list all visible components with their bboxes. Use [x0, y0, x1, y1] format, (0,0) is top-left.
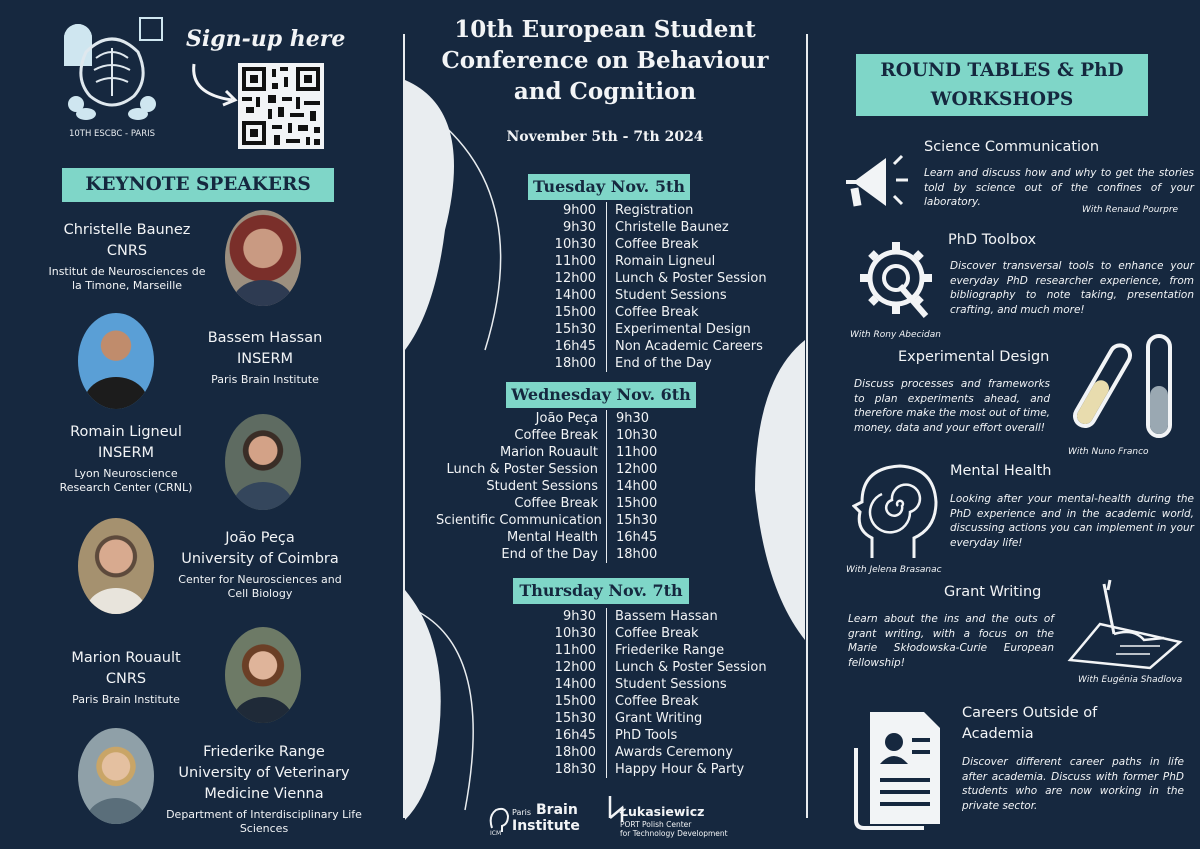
pbi-mark: ICM: [490, 830, 502, 837]
speaker-org: University of Coimbra: [181, 551, 339, 567]
speaker-affiliation: Sciences: [239, 822, 289, 835]
schedule-time: 10h30: [546, 625, 607, 642]
schedule-event: Lunch & Poster Session: [615, 660, 767, 675]
schedule-time: 18h00: [616, 547, 658, 562]
speaker-photo-hassan: [78, 313, 154, 409]
schedule-day3: [546, 608, 767, 778]
schedule-row: [546, 355, 767, 372]
schedule-row: [436, 461, 667, 478]
schedule-time: 9h30: [546, 608, 607, 625]
megaphone-icon: [838, 140, 918, 220]
workshop-host: With Jelena Brasanac: [846, 565, 942, 575]
schedule-time: 15h30: [546, 710, 607, 727]
avatar-icon: [225, 627, 301, 723]
schedule-event: Coffee Break: [615, 694, 699, 709]
schedule-event: Lunch & Poster Session: [615, 271, 767, 286]
avatar-icon: [225, 210, 301, 306]
speaker-photo-peca: [78, 518, 154, 614]
schedule-time: 16h45: [546, 727, 607, 744]
schedule-time: 15h00: [616, 496, 658, 511]
conference-dates: November 5th - 7th 2024: [506, 129, 704, 145]
speaker-name: Bassem Hassan: [207, 330, 323, 346]
schedule-event: Coffee Break: [436, 427, 607, 444]
lukasiewicz-logo: [606, 794, 766, 842]
workshop-host: With Nuno Franco: [1068, 447, 1149, 457]
speaker-name: Romain Ligneul: [70, 424, 182, 440]
schedule-event: Awards Ceremony: [615, 745, 733, 760]
day-label-thursday: Thursday Nov. 7th: [513, 578, 689, 604]
workshop-title-line: Careers Outside of: [962, 705, 1098, 721]
workshop-description: Discover different career paths in life after academia. Discuss with former PhD students who are now working in the private sector.: [962, 756, 1184, 812]
speaker-org: CNRS: [106, 243, 148, 259]
schedule-time: 11h00: [546, 642, 607, 659]
qr-code-icon: [238, 63, 324, 149]
resume-document-icon: [848, 700, 948, 830]
schedule-row: [436, 495, 667, 512]
pbi-small: Paris: [512, 808, 532, 817]
schedule-event: PhD Tools: [615, 728, 678, 743]
avatar-icon: [78, 728, 154, 824]
schedule-event: End of the Day: [615, 356, 712, 371]
workshops-title-line: WORKSHOPS: [930, 89, 1074, 110]
schedule-time: 10h30: [546, 236, 607, 253]
conference-title-line: and Cognition: [513, 78, 697, 105]
arrow-icon: [186, 58, 246, 108]
workshop-title: Grant Writing: [944, 584, 1042, 600]
schedule-row: [546, 693, 767, 710]
workshops-title-line: ROUND TABLES & PhD: [880, 60, 1124, 81]
speaker-affiliation: Paris Brain Institute: [72, 693, 180, 706]
schedule-time: 11h00: [616, 445, 658, 460]
workshop-description: Discover transversal tools to enhance your everyday PhD researcher experience, from bibliography to note taking, presentation crafting, and much more!: [950, 260, 1194, 316]
speaker-affiliation: Lyon Neuroscience: [74, 467, 178, 480]
speaker-hassan: [190, 328, 340, 387]
schedule-time: 11h00: [546, 253, 607, 270]
schedule-event: Happy Hour & Party: [615, 762, 745, 777]
speaker-org: University of Veterinary: [178, 765, 350, 781]
column-divider-right: [806, 34, 808, 818]
workshop-description: Discuss processes and frameworks to plan experiments ahead, and therefore make the most out of time, money, data and your effort overall!: [854, 378, 1050, 434]
schedule-row: [436, 410, 667, 427]
schedule-row: [436, 427, 667, 444]
lukasiewicz-sub2: for Technology Development: [620, 829, 728, 838]
speaker-photo-ligneul: [225, 414, 301, 510]
workshop-title: [962, 703, 1097, 745]
schedule-event: João Peça: [436, 410, 607, 427]
keynote-title: KEYNOTE SPEAKERS: [62, 168, 334, 202]
schedule-time: 12h00: [546, 270, 607, 287]
schedule-row: [546, 608, 767, 625]
conference-logo: [56, 12, 168, 142]
day-label-wednesday: Wednesday Nov. 6th: [506, 382, 696, 408]
workshop-title: PhD Toolbox: [948, 232, 1037, 248]
schedule-row: [546, 676, 767, 693]
speaker-ligneul: [46, 422, 206, 495]
schedule-row: [436, 546, 667, 563]
speaker-org: Medicine Vienna: [204, 786, 324, 802]
schedule-time: 9h30: [546, 219, 607, 236]
speaker-affiliation: Center for Neurosciences and: [178, 573, 342, 586]
schedule-event: Romain Ligneul: [615, 254, 716, 269]
schedule-event: Coffee Break: [615, 626, 699, 641]
workshop-host: With Rony Abecidan: [850, 330, 941, 340]
avatar-icon: [225, 414, 301, 510]
schedule-event: Grant Writing: [615, 711, 703, 726]
test-tube-icon: [1060, 330, 1190, 450]
schedule-time: 14h00: [546, 676, 607, 693]
schedule-time: 12h00: [546, 659, 607, 676]
schedule-event: Scientific Communication: [436, 512, 607, 529]
schedule-time: 14h00: [546, 287, 607, 304]
schedule-event: Coffee Break: [436, 495, 607, 512]
workshops-title: [856, 54, 1148, 116]
schedule-day1: [546, 202, 767, 372]
schedule-event: Student Sessions: [436, 478, 607, 495]
schedule-time: 18h00: [546, 744, 607, 761]
schedule-event: Student Sessions: [615, 677, 727, 692]
schedule-time: 15h30: [546, 321, 607, 338]
logo-caption: 10TH ESCBC - PARIS: [68, 129, 156, 139]
schedule-time: 18h30: [546, 761, 607, 778]
speaker-photo-rouault: [225, 627, 301, 723]
schedule-time: 14h00: [616, 479, 658, 494]
schedule-row: [546, 202, 767, 219]
speaker-baunez: [42, 220, 212, 293]
schedule-day2: [436, 410, 667, 563]
schedule-event: Student Sessions: [615, 288, 727, 303]
schedule-time: 16h45: [546, 338, 607, 355]
schedule-row: [546, 744, 767, 761]
schedule-row: [546, 287, 767, 304]
schedule-row: [546, 304, 767, 321]
workshop-title: Science Communication: [924, 139, 1100, 155]
conference-title-line: Conference on Behaviour: [441, 47, 769, 74]
schedule-row: [436, 444, 667, 461]
signup-label: Sign-up here: [186, 26, 346, 52]
day-label-tuesday: Tuesday Nov. 5th: [528, 174, 690, 200]
speaker-photo-range: [78, 728, 154, 824]
lukasiewicz-sub1: PORT Polish Center: [620, 820, 692, 829]
avatar-icon: [78, 518, 154, 614]
schedule-row: [546, 321, 767, 338]
schedule-row: [436, 478, 667, 495]
speaker-name: Marion Rouault: [71, 650, 181, 666]
schedule-row: [546, 710, 767, 727]
speaker-name: João Peça: [225, 530, 295, 546]
speaker-affiliation: la Timone, Marseille: [71, 279, 183, 292]
schedule-time: 18h00: [546, 355, 607, 372]
speaker-org: CNRS: [105, 671, 147, 687]
schedule-row: [546, 659, 767, 676]
workshop-title: Mental Health: [950, 463, 1052, 479]
schedule-time: 10h30: [616, 428, 658, 443]
schedule-event: Lunch & Poster Session: [436, 461, 607, 478]
speaker-peca: [170, 528, 350, 601]
avatar-icon: [78, 313, 154, 409]
schedule-row: [546, 642, 767, 659]
speaker-affiliation: Institut de Neurosciences de: [48, 265, 206, 278]
schedule-row: [546, 253, 767, 270]
gear-icon: [856, 236, 942, 332]
schedule-time: 9h30: [616, 411, 650, 426]
workshop-description: Learn about the ins and the outs of grant writing, with a focus on the Marie Skłodowska-Curie European fellowship!: [848, 613, 1054, 669]
schedule-row: [546, 625, 767, 642]
schedule-time: 9h00: [546, 202, 607, 219]
speaker-rouault: [46, 648, 206, 707]
schedule-row: [436, 529, 667, 546]
conference-title: [405, 14, 805, 107]
schedule-time: 12h00: [616, 462, 658, 477]
schedule-row: [546, 338, 767, 355]
schedule-event: Coffee Break: [615, 305, 699, 320]
schedule-event: Coffee Break: [615, 237, 699, 252]
schedule-row: [546, 219, 767, 236]
schedule-event: Registration: [615, 203, 694, 218]
workshop-host: With Renaud Pourpre: [1082, 205, 1179, 215]
speaker-affiliation: Research Center (CRNL): [59, 481, 193, 494]
speaker-org: INSERM: [236, 351, 294, 367]
schedule-event: Non Academic Careers: [615, 339, 763, 354]
speaker-range: [166, 742, 362, 836]
workshop-description: Learn and discuss how and why to get the stories told by science out of the confines of your laboratory.: [924, 167, 1194, 208]
brain-logo-icon: [56, 12, 168, 142]
schedule-event: End of the Day: [436, 546, 607, 563]
speaker-photo-baunez: [225, 210, 301, 306]
schedule-time: 16h45: [616, 530, 658, 545]
schedule-event: Marion Rouault: [436, 444, 607, 461]
speaker-affiliation: Cell Biology: [227, 587, 293, 600]
writing-hand-icon: [1064, 574, 1194, 674]
workshop-title-line: Academia: [962, 726, 1034, 742]
schedule-event: Bassem Hassan: [615, 609, 718, 624]
workshop-host: With Eugénia Shadlova: [1078, 675, 1183, 685]
lukasiewicz-name: Łukasiewicz: [620, 804, 705, 819]
speaker-org: INSERM: [97, 445, 155, 461]
speaker-affiliation: Department of Interdisciplinary Life: [166, 808, 362, 821]
schedule-time: 15h00: [546, 693, 607, 710]
workshop-title: Experimental Design: [898, 349, 1050, 365]
schedule-event: Experimental Design: [615, 322, 751, 337]
schedule-row: [436, 512, 667, 529]
schedule-row: [546, 270, 767, 287]
signup-qr-code[interactable]: [238, 63, 324, 149]
speaker-name: Friederike Range: [203, 744, 325, 760]
schedule-row: [546, 761, 767, 778]
schedule-event: Mental Health: [436, 529, 607, 546]
schedule-time: 15h00: [546, 304, 607, 321]
schedule-time: 15h30: [616, 513, 658, 528]
workshop-description: Looking after your mental-health during the PhD experience and in the academic world, discussing actions you can implement in your everyday life!: [950, 493, 1194, 549]
speaker-affiliation: Paris Brain Institute: [211, 373, 319, 386]
mental-health-head-icon: [852, 462, 938, 562]
schedule-row: [546, 727, 767, 744]
paris-brain-institute-logo: [488, 800, 588, 840]
schedule-event: Friederike Range: [615, 643, 725, 658]
schedule-row: [546, 236, 767, 253]
pbi-brain: Brain: [536, 802, 578, 818]
speaker-name: Christelle Baunez: [63, 222, 191, 238]
schedule-event: Christelle Baunez: [615, 220, 729, 235]
pbi-institute: Institute: [512, 818, 580, 834]
conference-title-line: 10th European Student: [454, 16, 756, 43]
